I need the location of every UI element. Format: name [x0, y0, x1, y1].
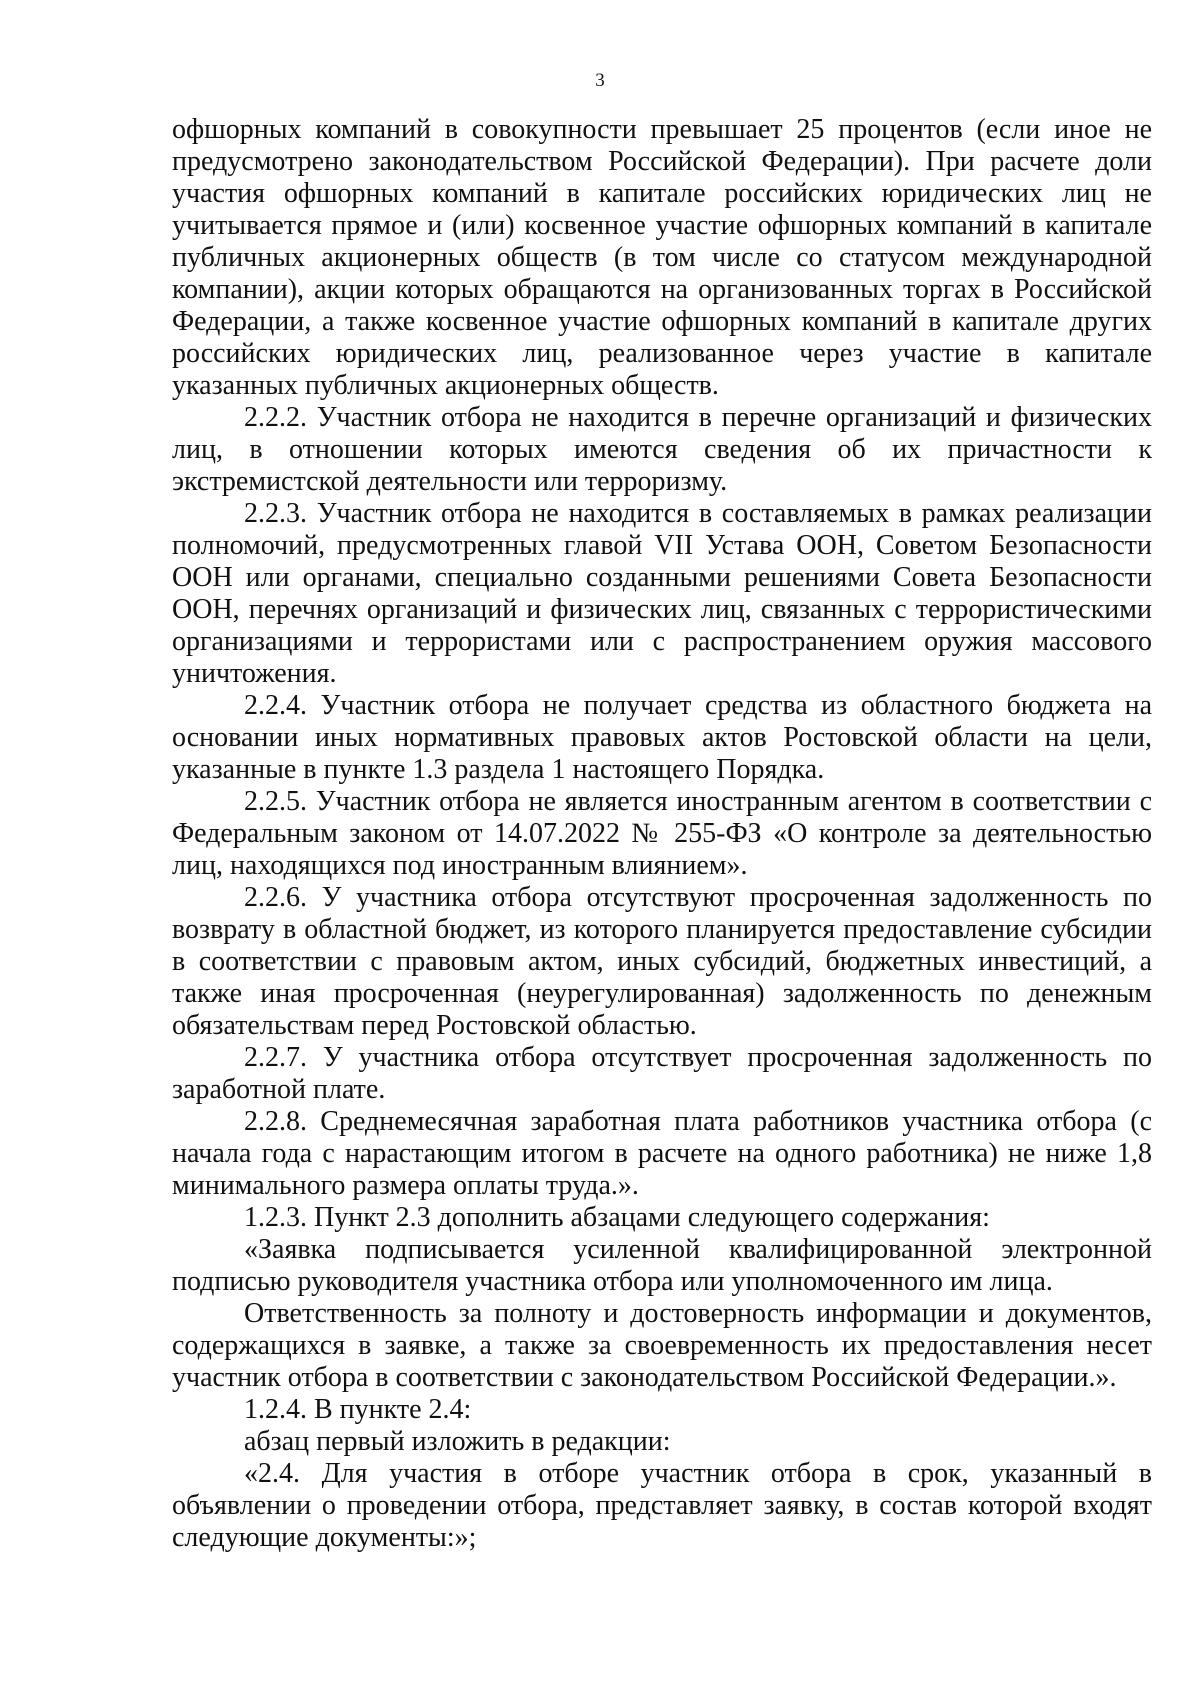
paragraph-2-2-3: 2.2.3. Участник отбора не находится в составляемых в рамках реализации полномочий, предусмотренных главой VII Устава ООН, Советом Безопасности ООН или органами, специально созданными решениями Совета Безопасности ООН, перечнях организаций и физических лиц, связанных с террористическими организациями и террористами или с распространением оружия массового уничтожения.	[172, 498, 1152, 689]
paragraph-2-2-7: 2.2.7. У участника отбора отсутствует просроченная задолженность по заработной плате.	[172, 1042, 1152, 1105]
paragraph-2-4-new-wording: «2.4. Для участия в отборе участник отбора в срок, указанный в объявлении о проведении отбора, представляет заявку, в состав которой входят следующие документы:»;	[172, 1458, 1152, 1553]
paragraph-2-2-2: 2.2.2. Участник отбора не находится в перечне организаций и физических лиц, в отношении которых имеются сведения об их причастности к экстремистской деятельности или терроризму.	[172, 402, 1152, 497]
paragraph-2-2-5: 2.2.5. Участник отбора не является иностранным агентом в соответствии с Федеральным законом от 14.07.2022 № 255-ФЗ «О контроле за деятельностью лиц, находящихся под иностранным влиянием».	[172, 786, 1152, 881]
paragraph-first-abzac: абзац первый изложить в редакции:	[244, 1426, 671, 1457]
paragraph-offshore-continuation: офшорных компаний в совокупности превышает 25 процентов (если иное не предусмотрено законодательством Российской Федерации). При расчете доли участия офшорных компаний в капитале российских юридических лиц не учитывается прямое и (или) косвенное участие офшорных компаний в капитале публичных акционерных обществ (в том числе со статусом международной компании), акции которых обращаются на организованных торгах в Российской Федерации, а также косвенное участие офшорных компаний в капитале других российских юридических лиц, реализованное через участие в капитале указанных публичных акционерных обществ.	[172, 114, 1152, 401]
page-number: 3	[595, 70, 605, 91]
paragraph-1-2-3: 1.2.3. Пункт 2.3 дополнить абзацами следующего содержания:	[244, 1202, 990, 1233]
document-body	[172, 114, 1152, 1554]
paragraph-responsibility: Ответственность за полноту и достоверность информации и документов, содержащихся в заявке, а также за своевременность их предоставления несет участник отбора в соответствии с законодательством Российской Федерации.».	[172, 1298, 1152, 1393]
paragraph-2-2-8: 2.2.8. Среднемесячная заработная плата работников участника отбора (с начала года с нарастающим итогом в расчете на одного работника) не ниже 1,8 минимального размера оплаты труда.».	[172, 1106, 1152, 1201]
paragraph-application-signature: «Заявка подписывается усиленной квалифицированной электронной подписью руководителя участника отбора или уполномоченного им лица.	[172, 1234, 1152, 1297]
paragraph-1-2-4: 1.2.4. В пункте 2.4:	[244, 1394, 472, 1425]
paragraph-2-2-6: 2.2.6. У участника отбора отсутствуют просроченная задолженность по возврату в областной бюджет, из которого планируется предоставление субсидии в соответствии с правовым актом, иных субсидий, бюджетных инвестиций, а также иная просроченная (неурегулированная) задолженность по денежным обязательствам перед Ростовской областью.	[172, 882, 1152, 1041]
paragraph-2-2-4: 2.2.4. Участник отбора не получает средства из областного бюджета на основании иных нормативных правовых актов Ростовской области на цели, указанные в пункте 1.3 раздела 1 настоящего Порядка.	[172, 690, 1152, 785]
